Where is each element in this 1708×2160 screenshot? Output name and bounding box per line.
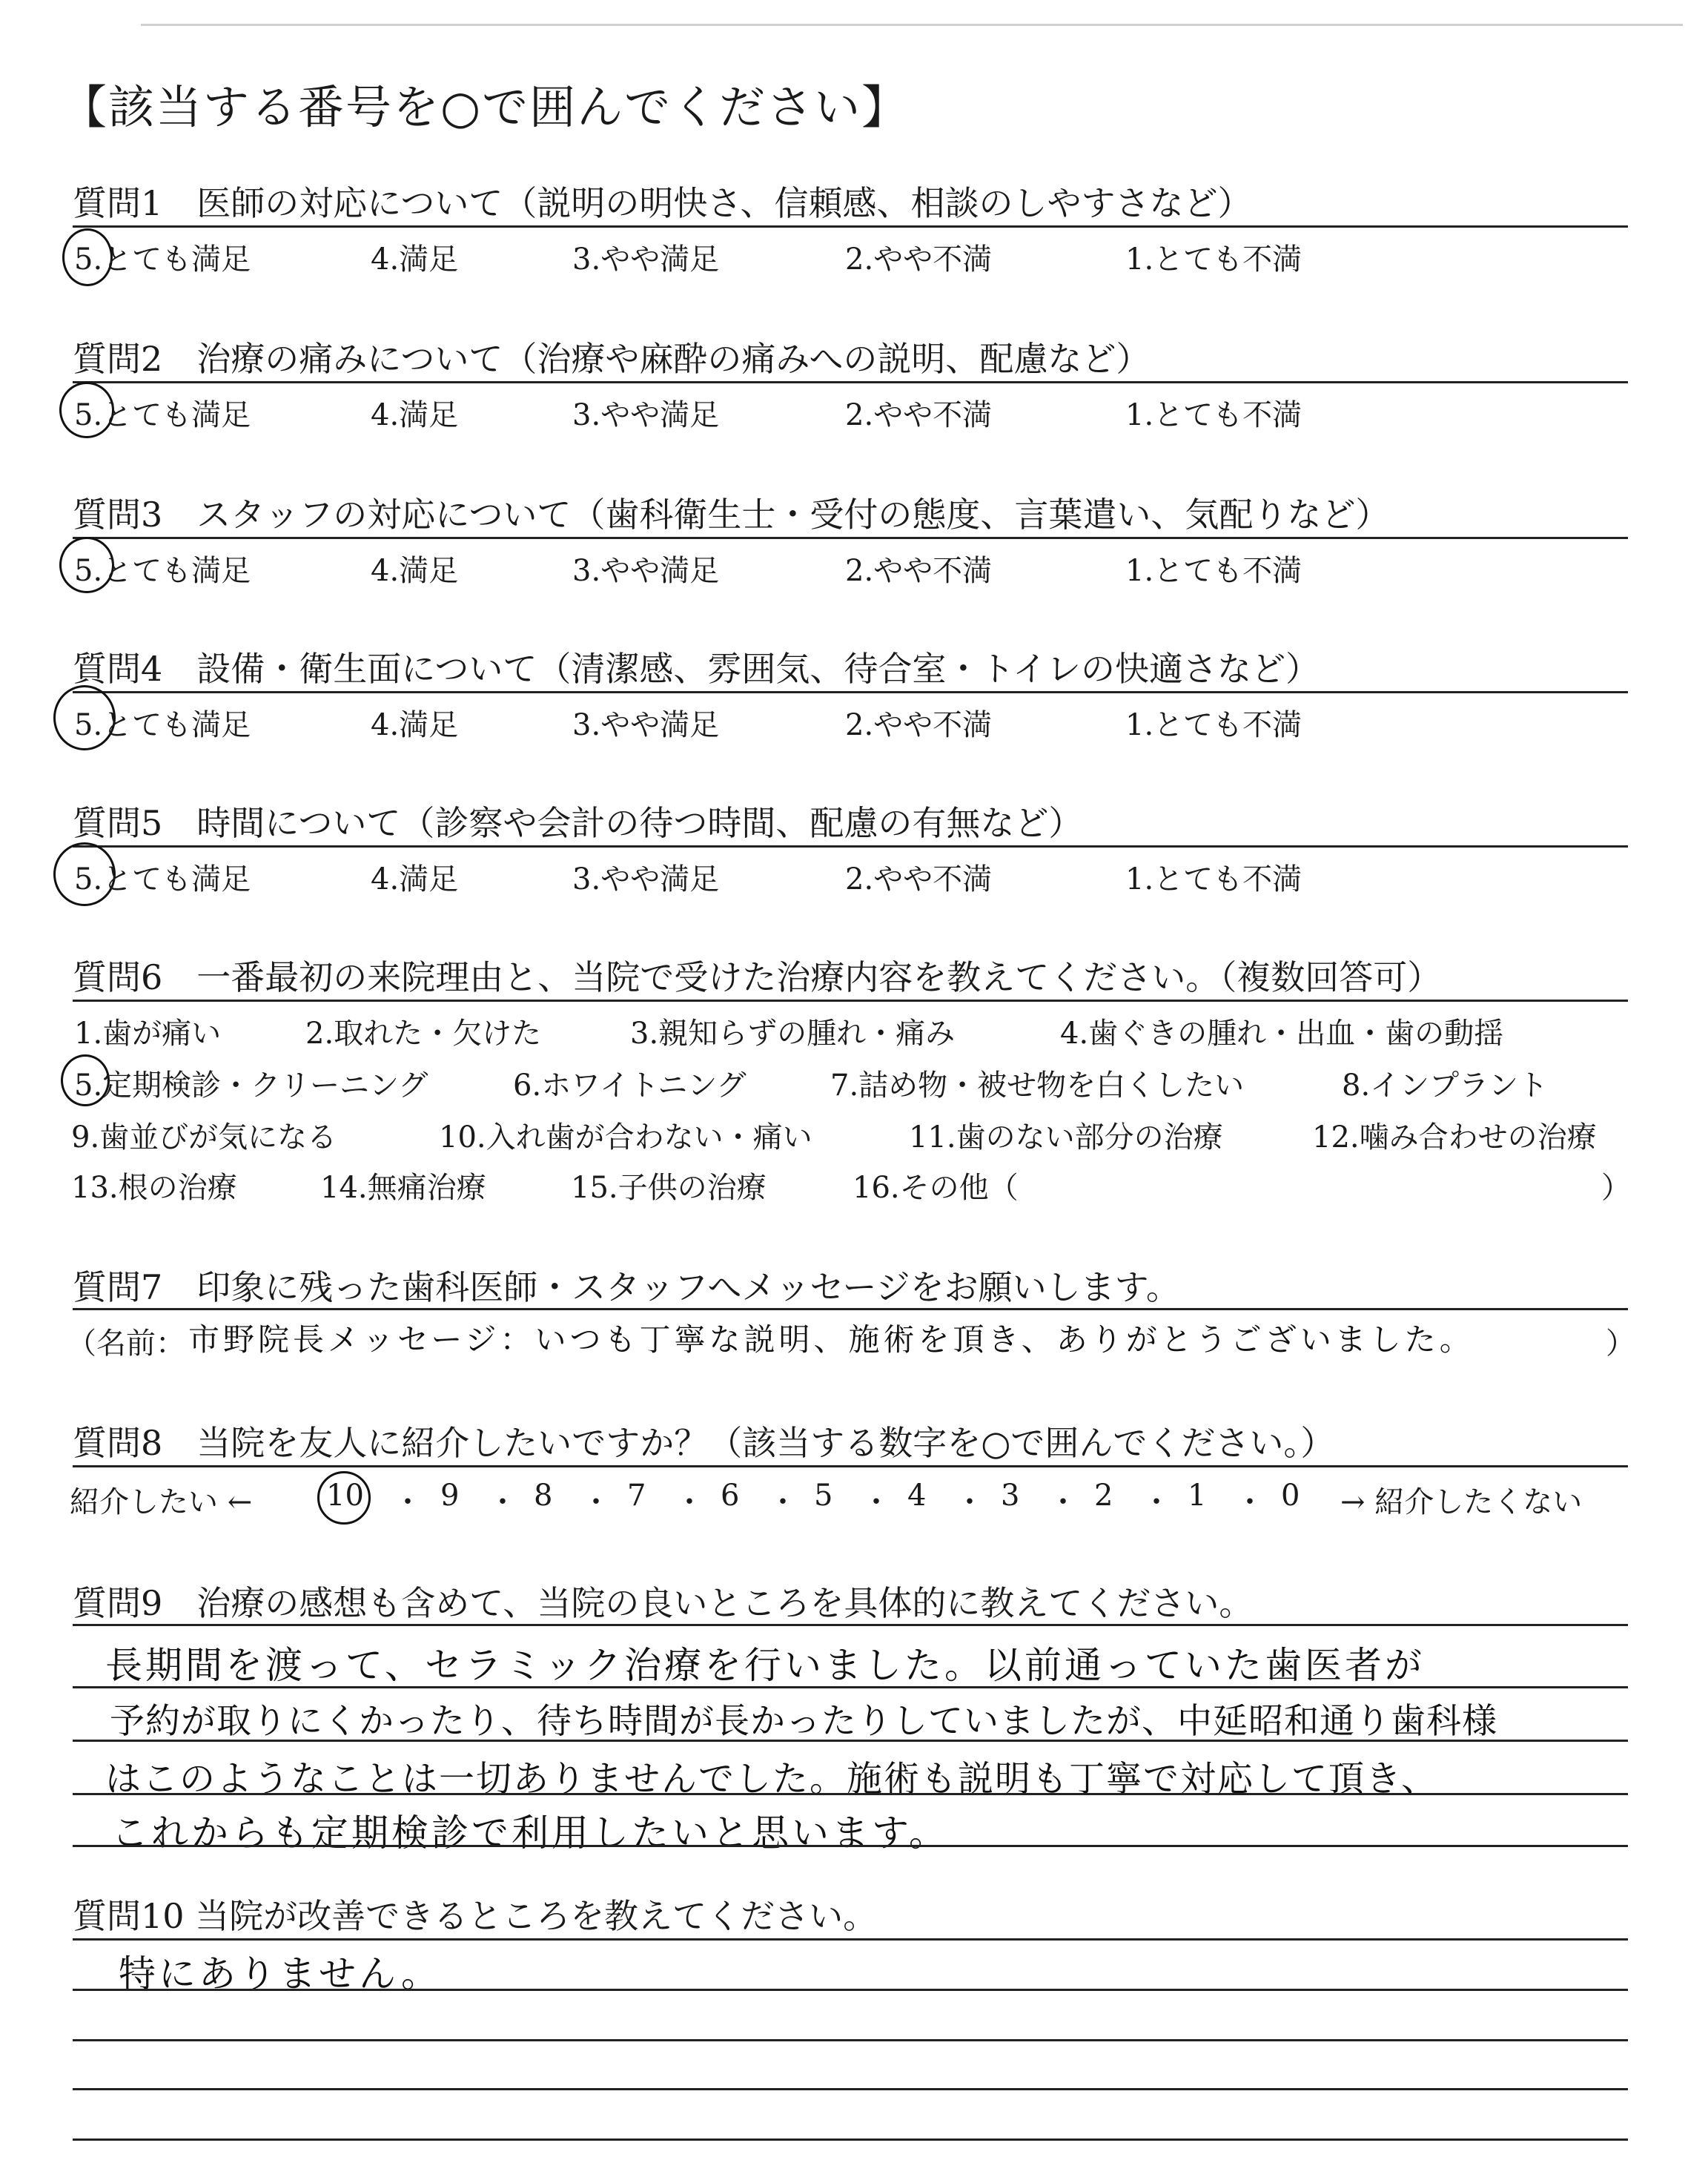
- q4-option-3[interactable]: 3.やや満足: [572, 708, 720, 742]
- q9-answer-line-4: [73, 1845, 1628, 1847]
- question-2-title: 質問2 治療の痛みについて（治療や麻酔の痛みへの説明、配慮など）: [73, 339, 1151, 379]
- question-6-line: [73, 1000, 1628, 1002]
- question-8-title: 質問8 当院を友人に紹介したいですか？（該当する数字を○で囲んでください。）: [73, 1423, 1335, 1463]
- q1-option-2[interactable]: 2.やや不満: [845, 242, 993, 277]
- q8-scale-6[interactable]: 6: [721, 1479, 740, 1513]
- q2-option-3[interactable]: 3.やや満足: [572, 398, 720, 432]
- q4-option-4[interactable]: 4.満足: [371, 708, 459, 742]
- q8-scale-dot: ・: [581, 1485, 611, 1519]
- q10-handwritten-answer[interactable]: 特にありません。: [119, 1952, 441, 1995]
- q8-scale-10[interactable]: 10: [326, 1479, 364, 1513]
- q4-option-1[interactable]: 1.とても不満: [1125, 708, 1302, 742]
- q8-scale-1[interactable]: 1: [1188, 1479, 1207, 1513]
- q8-scale-2[interactable]: 2: [1094, 1479, 1113, 1513]
- q6-option-4[interactable]: 4.歯ぐきの腫れ・出血・歯の動揺: [1060, 1017, 1504, 1051]
- question-2-line: [73, 381, 1628, 383]
- q3-option-4[interactable]: 4.満足: [371, 554, 459, 588]
- q3-option-3[interactable]: 3.やや満足: [572, 554, 720, 588]
- q8-scale-9[interactable]: 9: [440, 1479, 460, 1513]
- question-10-line: [73, 1938, 1628, 1941]
- q6-option-16-close: ）: [1601, 1171, 1631, 1205]
- q5-option-2[interactable]: 2.やや不満: [845, 862, 993, 896]
- q7-suffix: ）: [1606, 1327, 1635, 1361]
- q6-option-8[interactable]: 8.インプラント: [1342, 1069, 1549, 1103]
- q1-option-3[interactable]: 3.やや満足: [572, 242, 720, 277]
- q6-option-10[interactable]: 10.入れ歯が合わない・痛い: [439, 1120, 812, 1155]
- q6-option-2[interactable]: 2.取れた・欠けた: [305, 1017, 542, 1051]
- q6-option-1[interactable]: 1.歯が痛い: [74, 1017, 222, 1051]
- q9-answer-line-2: [73, 1740, 1628, 1742]
- q3-option-1[interactable]: 1.とても不満: [1125, 554, 1302, 588]
- question-1-line: [73, 225, 1628, 228]
- question-4-line: [73, 691, 1628, 693]
- question-8-line: [73, 1465, 1628, 1467]
- q8-scale-dot: ・: [955, 1485, 984, 1519]
- question-10-title: 質問10 当院が改善できるところを教えてください。: [73, 1896, 878, 1936]
- q5-option-1[interactable]: 1.とても不満: [1125, 862, 1302, 896]
- question-1-title: 質問1 医師の対応について（説明の明快さ、信頼感、相談のしやすさなど）: [73, 183, 1252, 223]
- q6-option-13[interactable]: 13.根の治療: [71, 1171, 237, 1205]
- q7-name-prefix: （名前：: [67, 1327, 185, 1361]
- question-7-title: 質問7 印象に残った歯科医師・スタッフへメッセージをお願いします。: [73, 1267, 1180, 1307]
- q8-scale-dot: ・: [768, 1485, 798, 1519]
- q5-option-5[interactable]: 5.とても満足: [74, 862, 251, 896]
- q1-option-1[interactable]: 1.とても不満: [1125, 242, 1302, 277]
- q5-option-4[interactable]: 4.満足: [371, 862, 459, 896]
- q8-scale-dot: ・: [488, 1485, 517, 1519]
- q6-option-14[interactable]: 14.無痛治療: [320, 1171, 486, 1205]
- q3-option-2[interactable]: 2.やや不満: [845, 554, 993, 588]
- q2-option-4[interactable]: 4.満足: [371, 398, 459, 432]
- page-title: 【該当する番号を○で囲んでください】: [61, 80, 910, 134]
- q2-option-2[interactable]: 2.やや不満: [845, 398, 993, 432]
- q8-scale-8[interactable]: 8: [534, 1479, 553, 1513]
- q9-handwritten-line-1[interactable]: 長期間を渡って、セラミック治療を行いました。以前通っていた歯医者が: [105, 1644, 1425, 1687]
- q8-scale-dot: ・: [1048, 1485, 1078, 1519]
- q8-left-label: 紹介したい ←: [70, 1485, 253, 1519]
- q8-scale-0[interactable]: 0: [1281, 1479, 1300, 1513]
- q8-scale-dot: ・: [675, 1485, 704, 1519]
- q9-handwritten-line-4[interactable]: これからも定期検診で利用したいと思います。: [111, 1811, 949, 1855]
- q10-answer-line-2: [73, 2039, 1628, 2041]
- q10-answer-line-1: [73, 1989, 1628, 1991]
- question-5-title: 質問5 時間について（診察や会計の待つ時間、配慮の有無など）: [73, 803, 1083, 843]
- question-3-title: 質問3 スタッフの対応について（歯科衛生士・受付の態度、言葉遣い、気配りなど）: [73, 495, 1390, 535]
- q8-scale-3[interactable]: 3: [1001, 1479, 1020, 1513]
- q2-option-5[interactable]: 5.とても満足: [74, 398, 251, 432]
- q6-option-11[interactable]: 11.歯のない部分の治療: [909, 1120, 1223, 1155]
- question-5-line: [73, 845, 1628, 848]
- q2-option-1[interactable]: 1.とても不満: [1125, 398, 1302, 432]
- q6-option-9[interactable]: 9.歯並びが気になる: [71, 1120, 337, 1155]
- q5-option-3[interactable]: 3.やや満足: [572, 862, 720, 896]
- question-9-line: [73, 1624, 1628, 1626]
- q1-option-4[interactable]: 4.満足: [371, 242, 459, 277]
- q9-handwritten-line-2[interactable]: 予約が取りにくかったり、待ち時間が長かったりしていましたが、中延昭和通り歯科様: [110, 1701, 1497, 1742]
- q6-option-7[interactable]: 7.詰め物・被せ物を白くしたい: [830, 1069, 1245, 1103]
- q6-option-3[interactable]: 3.親知らずの腫れ・痛み: [630, 1017, 956, 1051]
- q8-scale-4[interactable]: 4: [907, 1479, 927, 1513]
- question-9-title: 質問9 治療の感想も含めて、当院の良いところを具体的に教えてください。: [73, 1583, 1254, 1623]
- q6-option-12[interactable]: 12.噛み合わせの治療: [1312, 1120, 1597, 1155]
- question-4-title: 質問4 設備・衛生面について（清潔感、雰囲気、待合室・トイレの快適さなど）: [73, 649, 1320, 689]
- q8-scale-dot: ・: [393, 1485, 423, 1519]
- scan-edge-line: [141, 24, 1683, 26]
- question-3-line: [73, 537, 1628, 539]
- q8-right-label: → 紹介したくない: [1340, 1485, 1583, 1519]
- q7-handwritten-message[interactable]: 市野院長メッセージ：いつも丁寧な説明、施術を頂き、ありがとうございました。: [188, 1321, 1474, 1358]
- q4-option-2[interactable]: 2.やや不満: [845, 708, 993, 742]
- q8-scale-7[interactable]: 7: [627, 1479, 646, 1513]
- q6-option-6[interactable]: 6.ホワイトニング: [513, 1069, 747, 1103]
- q8-scale-dot: ・: [1235, 1485, 1265, 1519]
- q9-answer-line-3: [73, 1793, 1628, 1795]
- q8-scale-dot: ・: [861, 1485, 891, 1519]
- q9-handwritten-line-3[interactable]: はこのようなことは一切ありませんでした。施術も説明も丁寧で対応して頂き、: [105, 1758, 1439, 1800]
- q8-scale-5[interactable]: 5: [814, 1479, 833, 1513]
- q8-scale-dot: ・: [1142, 1485, 1171, 1519]
- q10-answer-line-4: [73, 2138, 1628, 2141]
- q9-answer-line-1: [73, 1686, 1628, 1688]
- q6-option-5[interactable]: 5.定期検診・クリーニング: [74, 1069, 428, 1103]
- q3-option-5[interactable]: 5.とても満足: [74, 554, 251, 588]
- q6-option-16[interactable]: 16.その他（: [853, 1171, 1019, 1205]
- question-6-title: 質問6 一番最初の来院理由と、当院で受けた治療内容を教えてください。（複数回答可）: [73, 957, 1442, 997]
- question-7-line: [73, 1308, 1628, 1310]
- q4-option-5[interactable]: 5.とても満足: [74, 708, 251, 742]
- q6-option-15[interactable]: 15.子供の治療: [571, 1171, 767, 1205]
- q1-option-5[interactable]: 5.とても満足: [74, 242, 251, 277]
- q10-answer-line-3: [73, 2088, 1628, 2090]
